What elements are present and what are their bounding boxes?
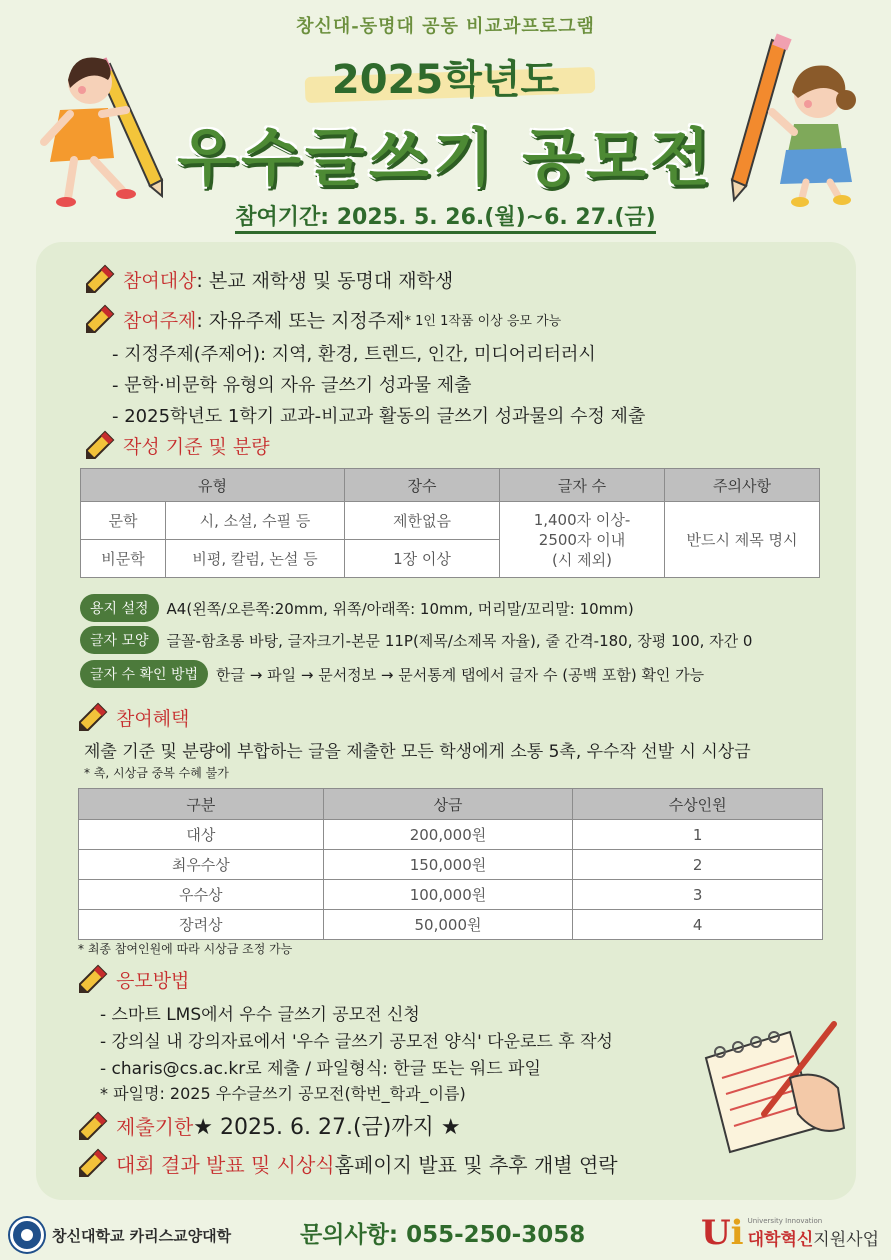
apply-bullet: - 강의실 내 강의자료에서 '우수 글쓰기 공모전 양식' 다운로드 후 작성 bbox=[100, 1032, 613, 1052]
result-text: 홈페이지 발표 및 추후 개별 연락 bbox=[334, 1152, 618, 1177]
column-header: 수상인원 bbox=[573, 789, 823, 820]
table-header-row bbox=[79, 789, 823, 820]
examples-cell: 시, 소설, 수필 등 bbox=[166, 502, 345, 540]
apply-bullet: - charis@cs.ac.kr로 제출 / 파일형식: 한글 또는 워드 파일 bbox=[100, 1059, 541, 1079]
chars-line: 2500자 이내 bbox=[538, 530, 626, 549]
pages-cell: 1장 이상 bbox=[345, 540, 500, 578]
year-heading: 2025학년도 bbox=[331, 57, 560, 103]
format-pill: 용지 설정 bbox=[80, 594, 159, 622]
caution-cell: 반드시 제목 명시 bbox=[665, 502, 820, 578]
section-topic bbox=[85, 304, 561, 334]
boy-with-pencil-illustration bbox=[728, 32, 868, 212]
section-apply bbox=[78, 964, 189, 994]
table-header-row bbox=[81, 469, 820, 502]
footer bbox=[0, 1210, 891, 1260]
topic-text: : 자유주제 또는 지정주제 bbox=[196, 309, 405, 332]
benefits-label: 참여혜택 bbox=[116, 707, 190, 730]
university-name: 창신대학교 카리스교양대학 bbox=[52, 1226, 232, 1245]
prize-cell: 100,000원 bbox=[323, 880, 573, 910]
pencil-icon bbox=[78, 702, 108, 732]
table-row bbox=[79, 910, 823, 940]
apply-label: 응모방법 bbox=[116, 969, 190, 992]
format-row bbox=[80, 594, 634, 622]
prize-cell: 150,000원 bbox=[323, 850, 573, 880]
deadline-text: ★ 2025. 6. 27.(금)까지 ★ bbox=[193, 1115, 461, 1140]
innovation-small: University Innovation bbox=[747, 1217, 823, 1225]
topic-note: * 1인 1작품 이상 응모 가능 bbox=[404, 313, 562, 329]
chars-line: (시 제외) bbox=[552, 550, 612, 569]
benefits-text: 제출 기준 및 분량에 부합하는 글을 제출한 모든 학생에게 소통 5촉, 우수작 선발 시 시상금 bbox=[84, 742, 751, 762]
table-row bbox=[79, 850, 823, 880]
count-cell: 1 bbox=[573, 820, 823, 850]
program-kicker: 창신대-동명대 공동 비교과프로그램 bbox=[296, 16, 595, 37]
pages-cell: 제한없음 bbox=[345, 502, 500, 540]
column-header: 장수 bbox=[345, 469, 500, 502]
result-label: 대회 결과 발표 및 시상식 bbox=[116, 1152, 335, 1177]
section-target bbox=[85, 264, 453, 294]
chars-cell bbox=[500, 502, 665, 578]
topic-bullet: - 문학·비문학 유형의 자유 글쓰기 성과물 제출 bbox=[112, 375, 472, 396]
deadline-label: 제출기한 bbox=[116, 1115, 194, 1139]
university-seal-icon bbox=[10, 1218, 44, 1252]
apply-bullet: * 파일명: 2025 우수글쓰기 공모전(학번_학과_이름) bbox=[100, 1084, 466, 1103]
hand-writing-notepad-illustration bbox=[698, 1018, 848, 1158]
chars-line: 1,400자 이상- bbox=[533, 510, 631, 529]
section-criteria bbox=[85, 430, 270, 460]
rank-cell: 최우수상 bbox=[79, 850, 324, 880]
column-header: 구분 bbox=[79, 789, 324, 820]
target-text: : 본교 재학생 및 동명대 재학생 bbox=[196, 269, 454, 292]
criteria-table bbox=[80, 468, 820, 578]
column-header: 주의사항 bbox=[665, 469, 820, 502]
page-title: 우수글쓰기 공모전 bbox=[177, 121, 714, 194]
topic-label: 참여주제 bbox=[123, 309, 197, 332]
innovation-logo-icon: Ui bbox=[701, 1213, 744, 1253]
examples-cell: 비평, 칼럼, 논설 등 bbox=[166, 540, 345, 578]
benefits-note: * 촉, 시상금 중복 수혜 불가 bbox=[84, 766, 229, 780]
section-result bbox=[78, 1148, 618, 1178]
format-pill: 글자 수 확인 방법 bbox=[80, 660, 208, 688]
table-row bbox=[79, 820, 823, 850]
innovation-brand bbox=[701, 1213, 879, 1253]
girl-with-pencil-illustration bbox=[30, 30, 180, 220]
university-brand bbox=[10, 1218, 231, 1252]
contact-info: 문의사항: 055-250-3058 bbox=[300, 1222, 586, 1248]
rank-cell: 우수상 bbox=[79, 880, 324, 910]
pencil-icon bbox=[78, 1148, 108, 1178]
section-benefits bbox=[78, 702, 189, 732]
type-cell: 문학 bbox=[81, 502, 166, 540]
prize-table bbox=[78, 788, 823, 940]
topic-bullet: - 2025학년도 1학기 교과-비교과 활동의 글쓰기 성과물의 수정 제출 bbox=[112, 406, 646, 427]
table-row bbox=[79, 880, 823, 910]
count-cell: 3 bbox=[573, 880, 823, 910]
topic-bullet: - 지정주제(주제어): 지역, 환경, 트렌드, 인간, 미디어리터러시 bbox=[112, 344, 596, 365]
column-header: 상금 bbox=[323, 789, 573, 820]
count-cell: 2 bbox=[573, 850, 823, 880]
section-deadline bbox=[78, 1110, 461, 1141]
participation-period: 참여기간: 2025. 5. 26.(월)~6. 27.(금) bbox=[235, 205, 655, 234]
format-row bbox=[80, 660, 704, 688]
prize-cell: 200,000원 bbox=[323, 820, 573, 850]
innovation-main: 대학혁신 bbox=[747, 1230, 814, 1250]
pencil-icon bbox=[85, 430, 115, 460]
column-header: 유형 bbox=[81, 469, 345, 502]
prize-cell: 50,000원 bbox=[323, 910, 573, 940]
format-text: 한글 → 파일 → 문서정보 → 문서통계 탭에서 글자 수 (공백 포함) 확인 가능 bbox=[216, 665, 705, 684]
count-cell: 4 bbox=[573, 910, 823, 940]
format-text: 글꼴-함초롱 바탕, 글자크기-본문 11P(제목/소제목 자율), 줄 간격-180, 장평 100, 자간 0 bbox=[166, 631, 753, 650]
apply-bullet: - 스마트 LMS에서 우수 글쓰기 공모전 신청 bbox=[100, 1005, 420, 1025]
format-row bbox=[80, 626, 752, 654]
table-row bbox=[81, 502, 820, 540]
criteria-label: 작성 기준 및 분량 bbox=[123, 435, 270, 458]
format-pill: 글자 모양 bbox=[80, 626, 159, 654]
pencil-icon bbox=[78, 1111, 108, 1141]
prize-footnote: * 최종 참여인원에 따라 시상금 조정 가능 bbox=[78, 942, 293, 956]
pencil-icon bbox=[78, 964, 108, 994]
pencil-icon bbox=[85, 304, 115, 334]
pencil-icon bbox=[85, 264, 115, 294]
type-cell: 비문학 bbox=[81, 540, 166, 578]
format-text: A4(왼쪽/오른쪽:20mm, 위쪽/아래쪽: 10mm, 머리말/꼬리말: 10mm) bbox=[166, 599, 634, 618]
rank-cell: 대상 bbox=[79, 820, 324, 850]
column-header: 글자 수 bbox=[500, 469, 665, 502]
innovation-sub: 지원사업 bbox=[813, 1230, 879, 1250]
rank-cell: 장려상 bbox=[79, 910, 324, 940]
target-label: 참여대상 bbox=[123, 269, 197, 292]
